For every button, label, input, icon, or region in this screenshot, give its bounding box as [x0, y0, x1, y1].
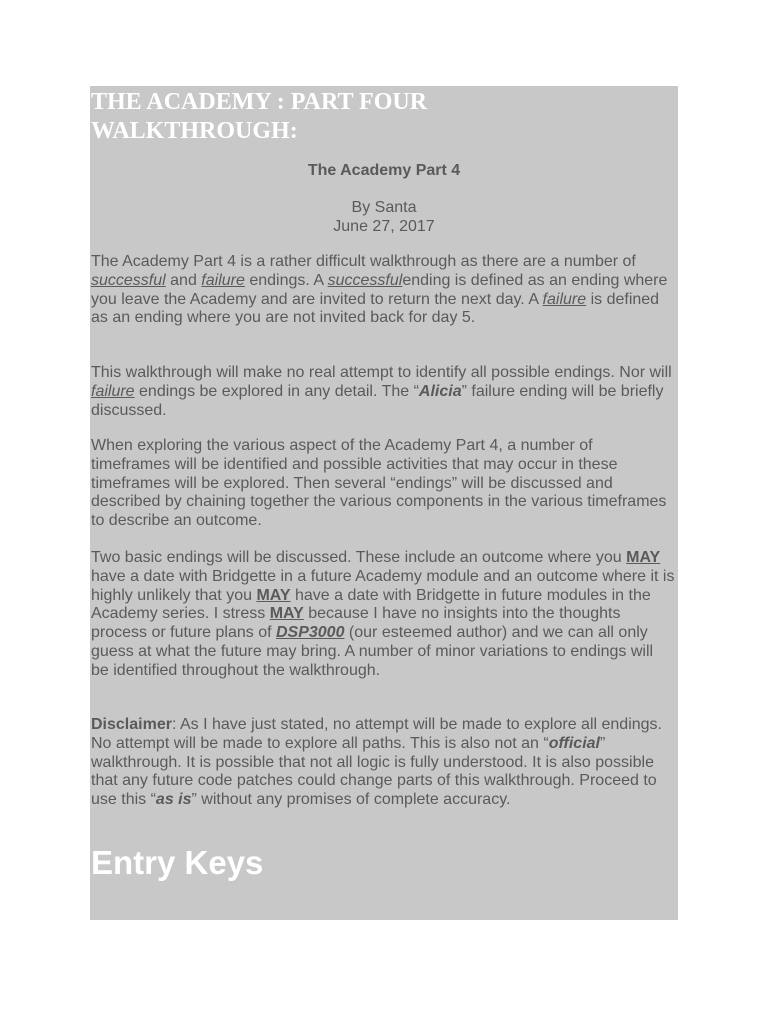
byline	[90, 198, 678, 236]
document-title: THE ACADEMY : PART FOUR WALKTHROUGH:	[91, 89, 428, 144]
emphasis-author-name: DSP3000	[275, 624, 345, 642]
timeframes-paragraph: When exploring the various aspect of the Academy Part 4, a number of timeframes will be identified and possible activities that may occur in these timeframes will be explored. Then several “endings” will be discussed and described by chaining together the various components in the various timeframes to describe an outcome.	[91, 437, 667, 530]
disclaimer-label: Disclaimer	[91, 716, 172, 733]
text-run: Two basic endings will be discussed. These include an outcome where you	[91, 549, 627, 566]
text-run: have a date with Bridgette in future modules in the Academy series. I stress	[91, 586, 651, 623]
text-run: because I have no insights into the thoughts process or future plans of	[91, 605, 621, 642]
author: By Santa	[351, 199, 417, 216]
text-run: ending is defined as an ending where you leave the Academy and are invited to return the next day. A	[91, 271, 668, 308]
emphasis-may: MAY	[626, 549, 661, 566]
text-run: ” without any promises of complete accuracy.	[191, 791, 511, 809]
section-heading-entry-keys: Entry Keys	[91, 844, 264, 881]
emphasis-alicia: Alicia	[418, 382, 462, 400]
endings-paragraph	[91, 549, 675, 681]
emphasis-may: MAY	[269, 605, 304, 623]
text-run: is defined as an ending where you are not invited back for day 5.	[91, 290, 660, 327]
text-run: have a date with Bridgette in a future Academy module and an outcome where it is highly unlikely that you	[91, 567, 675, 604]
document-subtitle: The Academy Part 4	[307, 162, 461, 179]
text-run: and	[165, 271, 202, 289]
text-run: endings be explored in any detail. The “	[134, 382, 419, 400]
text-run: (our esteemed author) and we can all only guess at what the future may bring. A number of minor variations to endings will be identified throughout the walkthrough.	[91, 624, 654, 679]
text-run: endings. A	[244, 271, 328, 289]
scope-paragraph	[91, 364, 675, 420]
text-run: The Academy Part 4 is a rather difficult walkthrough as there are a number of	[91, 253, 636, 270]
text-run: : As I have just stated, no attempt will be made to explore all endings. No attempt will be made to explore all paths. This is also not an “	[91, 716, 662, 752]
date: June 27, 2017	[333, 218, 435, 235]
intro-paragraph	[91, 253, 675, 328]
emphasis-successful: successful	[91, 271, 166, 289]
emphasis-failure: failure	[91, 382, 135, 400]
text-run: This walkthrough will make no real attempt to identify all possible endings. Nor will	[91, 364, 672, 381]
emphasis-as-is: as is	[155, 791, 192, 809]
text-run: ” walkthrough. It is possible that not all logic is fully understood. It is also possible that any future code patches could change parts of this walkthrough. Proceed to use this “	[91, 734, 657, 809]
emphasis-failure: failure	[542, 290, 587, 308]
emphasis-failure: failure	[201, 271, 245, 289]
disclaimer-paragraph	[91, 716, 675, 810]
text-run: ” failure ending will be briefly discussed.	[91, 382, 664, 419]
emphasis-may: MAY	[256, 586, 291, 604]
emphasis-successful: successful	[327, 271, 403, 289]
emphasis-official: official	[548, 734, 600, 752]
